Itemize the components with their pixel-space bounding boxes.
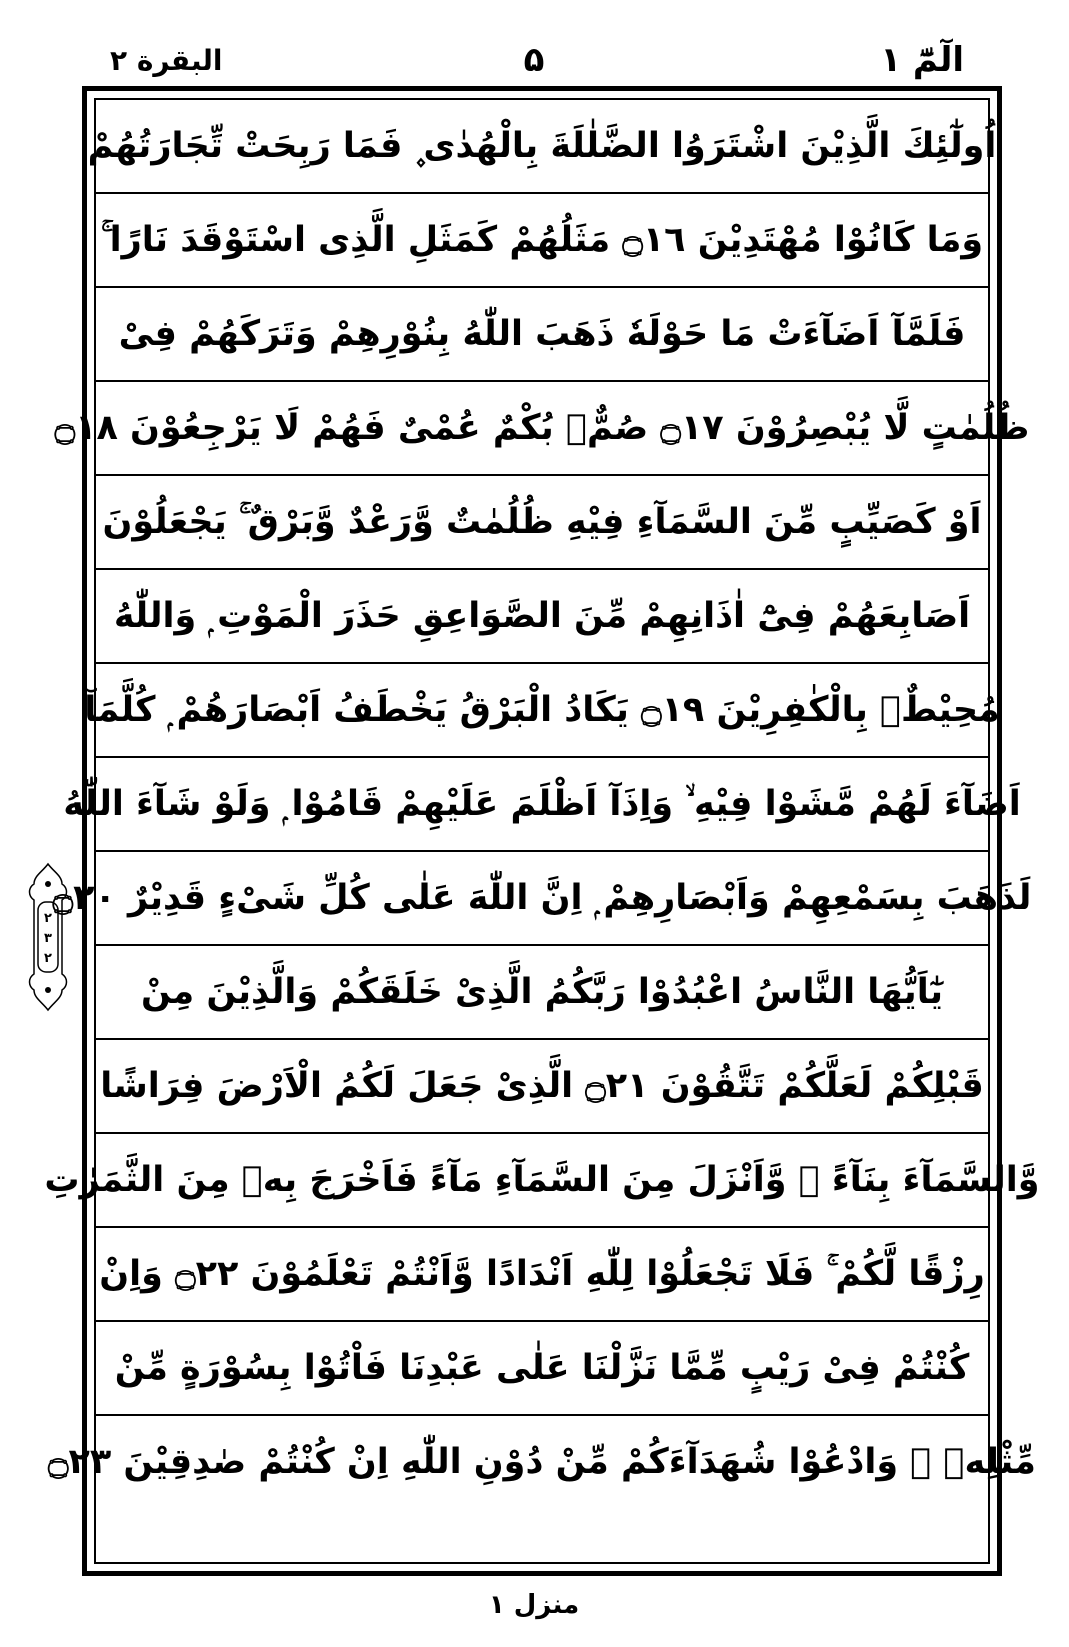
- text-line-7: مُحِيْطٌۢ بِالْكٰفِرِيْنَ ۝١٩ يَكَادُ الْبَرْقُ يَخْطَفُ اَبْصَارَهُمْ ۭ كُلَّمَآ: [84, 690, 1000, 730]
- page-number: ۵: [523, 40, 545, 80]
- page-header: [0, 40, 1069, 90]
- text-line-6: اَصَابِعَهُمْ فِىْٓ اٰذَانِهِمْ مِّنَ الصَّوَاعِقِ حَذَرَ الْمَوْتِ ۭ وَاللّٰهُ: [113, 596, 971, 636]
- text-line-13: رِزْقًا لَّكُمْ ۚ فَلَا تَجْعَلُوْا لِلّٰهِ اَنْدَادًا وَّاَنْتُمْ تَعْلَمُوْنَ ۝٢٢ وَاِنْ: [99, 1254, 985, 1294]
- text-line-8: اَضَآءَ لَهُمْ مَّشَوْا فِيْهِ ۙ وَاِذَآ اَظْلَمَ عَلَيْهِمْ قَامُوْا ۭ وَلَوْ شَآءَ اللّٰهُ: [63, 784, 1021, 824]
- text-line-14: كُنْتُمْ فِىْ رَيْبٍ مِّمَّا نَزَّلْنَا عَلٰى عَبْدِنَا فَاْتُوْا بِسُوْرَةٍ مِّنْ: [114, 1348, 970, 1388]
- text-line-1: اُولٰٓئِكَ الَّذِيْنَ اشْتَرَوُا الضَّلٰلَةَ بِالْهُدٰى ۪ فَمَا رَبِحَتْ تِّجَارَتُهُمْ: [87, 126, 997, 166]
- surah-name: البقرة ۲: [110, 44, 223, 77]
- ruku-marker-middle: ۳: [44, 931, 52, 946]
- ruku-marker-top: ۲: [44, 911, 52, 926]
- text-line-11: قَبْلِكُمْ لَعَلَّكُمْ تَتَّقُوْنَ ۝٢١ الَّذِىْ جَعَلَ لَكُمُ الْاَرْضَ فِرَاشًا: [100, 1066, 984, 1106]
- text-line-12: وَّالسَّمَآءَ بِنَآءً ۠ وَّاَنْزَلَ مِنَ السَّمَآءِ مَآءً فَاَخْرَجَ بِهٖ مِنَ الثَّمَرٰتِ: [44, 1160, 1040, 1200]
- juz-name: الٓمّٓ ۱: [880, 40, 964, 80]
- text-line-5: اَوْ كَصَيِّبٍ مِّنَ السَّمَآءِ فِيْهِ ظُلُمٰتٌ وَّرَعْدٌ وَّبَرْقٌ ۚ يَجْعَلُوْنَ: [102, 502, 982, 542]
- text-line-10: يٰٓاَيُّهَا النَّاسُ اعْبُدُوْا رَبَّكُمُ الَّذِىْ خَلَقَكُمْ وَالَّذِيْنَ مِنْ: [141, 972, 943, 1012]
- text-line-3: فَلَمَّآ اَضَآءَتْ مَا حَوْلَهٗ ذَهَبَ اللّٰهُ بِنُوْرِهِمْ وَتَرَكَهُمْ فِىْ: [118, 314, 966, 354]
- text-line-2: وَمَا كَانُوْا مُهْتَدِيْنَ ۝١٦ مَثَلُهُمْ كَمَثَلِ الَّذِى اسْتَوْقَدَ نَارًا ۚ: [100, 220, 984, 260]
- text-line-9: لَذَهَبَ بِسَمْعِهِمْ وَاَبْصَارِهِمْ ۭ اِنَّ اللّٰهَ عَلٰى كُلِّ شَىْءٍ قَدِيْرٌ ۝٢٠: [52, 878, 1032, 918]
- text-line-15: مِّثْلِهٖ ۠ وَادْعُوْا شُهَدَآءَكُمْ مِّنْ دُوْنِ اللّٰهِ اِنْ كُنْتُمْ صٰدِقِيْنَ ۝٢٣: [48, 1442, 1036, 1482]
- text-line-4: ظُلُمٰتٍ لَّا يُبْصِرُوْنَ ۝١٧ صُمٌّۢ بُكْمٌ عُمْىٌ فَهُمْ لَا يَرْجِعُوْنَ ۝١٨: [54, 408, 1030, 448]
- ruku-marker-icon: [24, 862, 72, 1012]
- manzil-label: منزل ۱: [488, 1590, 580, 1620]
- text-block: [44, 100, 1040, 1562]
- ruku-marker-bottom: ۲: [44, 951, 52, 966]
